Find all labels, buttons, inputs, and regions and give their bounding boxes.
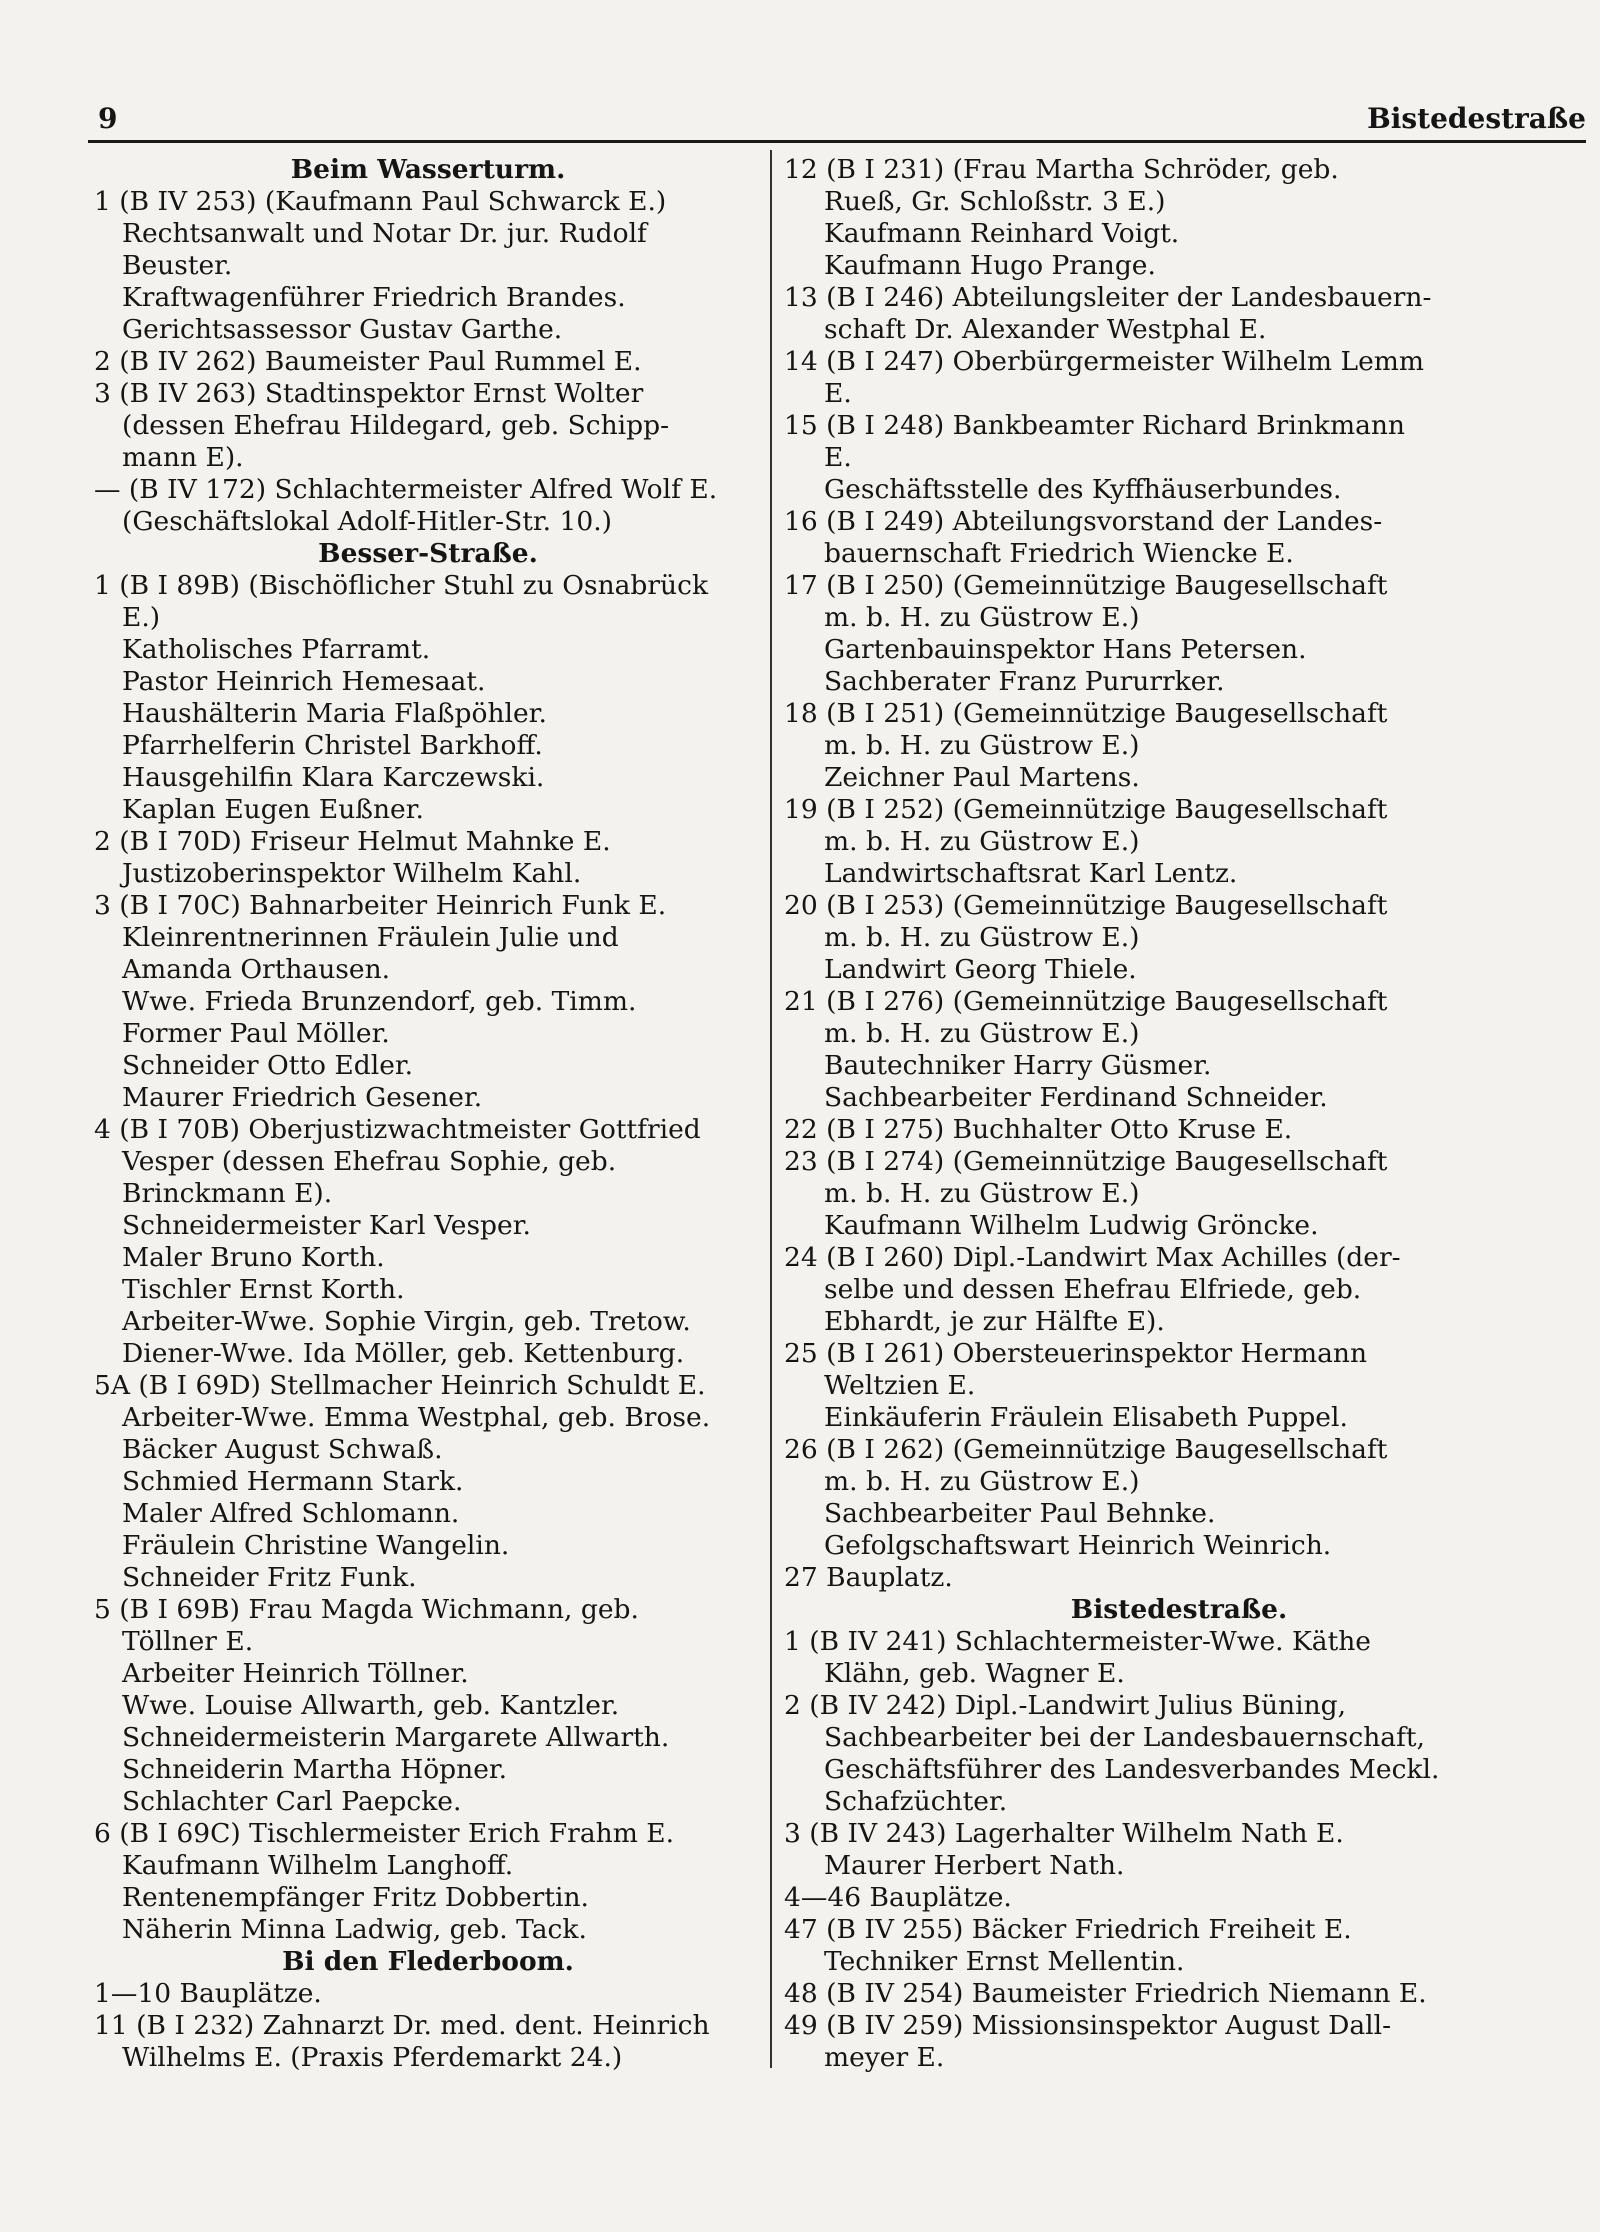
entry-line: 24 (B I 260) Dipl.-Landwirt Max Achilles (der- — [784, 1242, 1401, 1273]
entry-line: Wwe. Louise Allwarth, geb. Kantzler. — [122, 1690, 620, 1721]
entry-line: 5 (B I 69B) Frau Magda Wichmann, geb. — [94, 1594, 639, 1625]
entry-line: Kaufmann Hugo Prange. — [824, 250, 1156, 281]
entry-line: Diener-Wwe. Ida Möller, geb. Kettenburg. — [122, 1338, 685, 1369]
entry-line: 14 (B I 247) Oberbürgermeister Wilhelm Lemm — [784, 346, 1425, 377]
entry-line: m. b. H. zu Güstrow E.) — [824, 922, 1140, 953]
entry-line: Geschäftsführer des Landesverbandes Meckl. — [824, 1754, 1440, 1785]
column-divider — [770, 150, 772, 2068]
entry-line: 11 (B I 232) Zahnarzt Dr. med. dent. Heinrich — [94, 2010, 710, 2041]
entry-line: Schlachter Carl Paepcke. — [122, 1786, 462, 1817]
page-number: 9 — [98, 102, 118, 135]
entry-line: 4 (B I 70B) Oberjustizwachtmeister Gottfried — [94, 1114, 701, 1145]
entry-line: Fräulein Christine Wangelin. — [122, 1530, 510, 1561]
entry-line: Kaufmann Wilhelm Ludwig Gröncke. — [824, 1210, 1319, 1241]
entry-line: E. — [824, 378, 852, 409]
entry-line: Geschäftsstelle des Kyffhäuserbundes. — [824, 474, 1342, 505]
entry-line: 2 (B I 70D) Friseur Helmut Mahnke E. — [94, 826, 611, 857]
entry-line: Schneiderin Martha Höpner. — [122, 1754, 508, 1785]
entry-line: 1 (B IV 253) (Kaufmann Paul Schwarck E.) — [94, 186, 667, 217]
entry-line: m. b. H. zu Güstrow E.) — [824, 826, 1140, 857]
entry-line: Hausgehilfin Klara Karczewski. — [122, 762, 545, 793]
entry-line: Landwirtschaftsrat Karl Lentz. — [824, 858, 1238, 889]
entry-line: Justizoberinspektor Wilhelm Kahl. — [122, 858, 582, 889]
entry-line: Sachbearbeiter Ferdinand Schneider. — [824, 1082, 1328, 1113]
entry-line: Maler Bruno Korth. — [122, 1242, 385, 1273]
entry-line: Schmied Hermann Stark. — [122, 1466, 464, 1497]
entry-line: Brinckmann E). — [122, 1178, 333, 1209]
entry-line: schaft Dr. Alexander Westphal E. — [824, 314, 1267, 345]
entry-line: 3 (B IV 243) Lagerhalter Wilhelm Nath E. — [784, 1818, 1344, 1849]
entry-line: Weltzien E. — [824, 1370, 976, 1401]
entry-line: m. b. H. zu Güstrow E.) — [824, 1466, 1140, 1497]
running-title: Bistedestraße — [1367, 102, 1586, 135]
entry-line: Töllner E. — [122, 1626, 254, 1657]
entry-line: 12 (B I 231) (Frau Martha Schröder, geb. — [784, 154, 1339, 185]
entry-line: Katholisches Pfarramt. — [122, 634, 431, 665]
entry-line: Sachbearbeiter bei der Landesbauernschaft, — [824, 1722, 1425, 1753]
entry-line: Wilhelms E. (Praxis Pferdemarkt 24.) — [122, 2042, 623, 2073]
entry-line: m. b. H. zu Güstrow E.) — [824, 1018, 1140, 1049]
entry-line: Pfarrhelferin Christel Barkhoff. — [122, 730, 543, 761]
entry-line: Beuster. — [122, 250, 233, 281]
entry-line: Klähn, geb. Wagner E. — [824, 1658, 1125, 1689]
entry-line: Maler Alfred Schlomann. — [122, 1498, 460, 1529]
entry-line: Pastor Heinrich Hemesaat. — [122, 666, 486, 697]
entry-line: Arbeiter-Wwe. Sophie Virgin, geb. Tretow. — [122, 1306, 691, 1337]
entry-line: m. b. H. zu Güstrow E.) — [824, 602, 1140, 633]
entry-line: 18 (B I 251) (Gemeinnützige Baugesellschaft — [784, 698, 1388, 729]
entry-line: Bäcker August Schwaß. — [122, 1434, 443, 1465]
entry-line: Schneidermeisterin Margarete Allwarth. — [122, 1722, 670, 1753]
entry-line: Ebhardt, je zur Hälfte E). — [824, 1306, 1165, 1337]
entry-line: 21 (B I 276) (Gemeinnützige Baugesellschaft — [784, 986, 1388, 1017]
entry-line: 6 (B I 69C) Tischlermeister Erich Frahm E. — [94, 1818, 675, 1849]
entry-line: Techniker Ernst Mellentin. — [824, 1946, 1185, 1977]
entry-line: Haushälterin Maria Flaßpöhler. — [122, 698, 547, 729]
entry-line: Rechtsanwalt und Notar Dr. jur. Rudolf — [122, 218, 647, 249]
entry-line: Kaplan Eugen Eußner. — [122, 794, 424, 825]
entry-line: 22 (B I 275) Buchhalter Otto Kruse E. — [784, 1114, 1293, 1145]
entry-line: 2 (B IV 262) Baumeister Paul Rummel E. — [94, 346, 642, 377]
entry-line: bauernschaft Friedrich Wiencke E. — [824, 538, 1294, 569]
entry-line: Gartenbauinspektor Hans Petersen. — [824, 634, 1307, 665]
entry-line: Rentenempfänger Fritz Dobbertin. — [122, 1882, 589, 1913]
entry-line: 49 (B IV 259) Missionsinspektor August Dall- — [784, 2010, 1392, 2041]
right-column — [784, 154, 1574, 2074]
entry-line: 20 (B I 253) (Gemeinnützige Baugesellschaft — [784, 890, 1388, 921]
entry-line: Kaufmann Wilhelm Langhoff. — [122, 1850, 514, 1881]
entry-line: Rueß, Gr. Schloßstr. 3 E.) — [824, 186, 1166, 217]
entry-line: m. b. H. zu Güstrow E.) — [824, 1178, 1140, 1209]
entry-line: 23 (B I 274) (Gemeinnützige Baugesellschaft — [784, 1146, 1388, 1177]
page-header — [88, 96, 1586, 140]
entry-line: Schneidermeister Karl Vesper. — [122, 1210, 531, 1241]
entry-line: 27 Bauplatz. — [784, 1562, 953, 1593]
entry-line: Schafzüchter. — [824, 1786, 1008, 1817]
entry-line: 2 (B IV 242) Dipl.-Landwirt Julius Büning, — [784, 1690, 1347, 1721]
entry-line: 19 (B I 252) (Gemeinnützige Baugesellschaft — [784, 794, 1388, 825]
entry-line: Wwe. Frieda Brunzendorf, geb. Timm. — [122, 986, 637, 1017]
entry-line: E. — [824, 442, 852, 473]
entry-line: mann E). — [122, 442, 244, 473]
entry-line: Zeichner Paul Martens. — [824, 762, 1140, 793]
entry-line: selbe und dessen Ehefrau Elfriede, geb. — [824, 1274, 1362, 1305]
entry-line: — (B IV 172) Schlachtermeister Alfred Wolf E. — [94, 474, 718, 505]
entry-line: Sachberater Franz Pururrker. — [824, 666, 1225, 697]
street-heading: Beim Wasserturm. — [290, 154, 566, 185]
entry-line: 5A (B I 69D) Stellmacher Heinrich Schuldt E. — [94, 1370, 706, 1401]
entry-line: 17 (B I 250) (Gemeinnützige Baugesellschaft — [784, 570, 1388, 601]
entry-line: 3 (B IV 263) Stadtinspektor Ernst Wolter — [94, 378, 644, 409]
entry-line: Schneider Otto Edler. — [122, 1050, 414, 1081]
entry-line: (Geschäftslokal Adolf-Hitler-Str. 10.) — [122, 506, 612, 537]
street-heading: Bistedestraße. — [1070, 1594, 1288, 1625]
entry-line: (dessen Ehefrau Hildegard, geb. Schipp- — [122, 410, 670, 441]
entry-line: Kleinrentnerinnen Fräulein Julie und — [122, 922, 619, 953]
entry-line: Vesper (dessen Ehefrau Sophie, geb. — [122, 1146, 617, 1177]
entry-line: Bautechniker Harry Güsmer. — [824, 1050, 1212, 1081]
entry-line: Näherin Minna Ladwig, geb. Tack. — [122, 1914, 587, 1945]
street-heading: Bi den Flederboom. — [282, 1946, 574, 1977]
entry-line: Kraftwagenführer Friedrich Brandes. — [122, 282, 626, 313]
header-rule — [88, 140, 1586, 143]
entry-line: Gerichtsassessor Gustav Garthe. — [122, 314, 563, 345]
entry-line: 1—10 Bauplätze. — [94, 1978, 322, 2009]
entry-line: 15 (B I 248) Bankbeamter Richard Brinkmann — [784, 410, 1406, 441]
entry-line: 4—46 Bauplätze. — [784, 1882, 1012, 1913]
entry-line: Gefolgschaftswart Heinrich Weinrich. — [824, 1530, 1332, 1561]
entry-line: 16 (B I 249) Abteilungsvorstand der Landes- — [784, 506, 1383, 537]
entry-line: 47 (B IV 255) Bäcker Friedrich Freiheit E. — [784, 1914, 1352, 1945]
entry-line: 13 (B I 246) Abteilungsleiter der Landesbauern- — [784, 282, 1432, 313]
entry-line: 1 (B I 89B) (Bischöflicher Stuhl zu Osnabrück — [94, 570, 709, 601]
entry-line: 1 (B IV 241) Schlachtermeister-Wwe. Käthe — [784, 1626, 1371, 1657]
entry-line: Arbeiter Heinrich Töllner. — [122, 1658, 469, 1689]
entry-line: Tischler Ernst Korth. — [122, 1274, 405, 1305]
entry-line: 3 (B I 70C) Bahnarbeiter Heinrich Funk E. — [94, 890, 667, 921]
entry-line: Amanda Orthausen. — [122, 954, 391, 985]
left-column — [94, 154, 762, 2074]
entry-line: Kaufmann Reinhard Voigt. — [824, 218, 1180, 249]
entry-line: Schneider Fritz Funk. — [122, 1562, 417, 1593]
entry-line: Sachbearbeiter Paul Behnke. — [824, 1498, 1216, 1529]
entry-line: Landwirt Georg Thiele. — [824, 954, 1137, 985]
entry-line: m. b. H. zu Güstrow E.) — [824, 730, 1140, 761]
entry-line: Arbeiter-Wwe. Emma Westphal, geb. Brose. — [122, 1402, 711, 1433]
entry-line: Einkäuferin Fräulein Elisabeth Puppel. — [824, 1402, 1348, 1433]
entry-line: 48 (B IV 254) Baumeister Friedrich Niemann E. — [784, 1978, 1427, 2009]
entry-line: Maurer Friedrich Gesener. — [122, 1082, 483, 1113]
street-heading: Besser-Straße. — [318, 538, 538, 569]
entry-line: Maurer Herbert Nath. — [824, 1850, 1125, 1881]
entry-line: meyer E. — [824, 2042, 945, 2073]
entry-line: 26 (B I 262) (Gemeinnützige Baugesellschaft — [784, 1434, 1388, 1465]
entry-line: E.) — [122, 602, 161, 633]
entry-line: 25 (B I 261) Obersteuerinspektor Hermann — [784, 1338, 1368, 1369]
entry-line: Former Paul Möller. — [122, 1018, 390, 1049]
